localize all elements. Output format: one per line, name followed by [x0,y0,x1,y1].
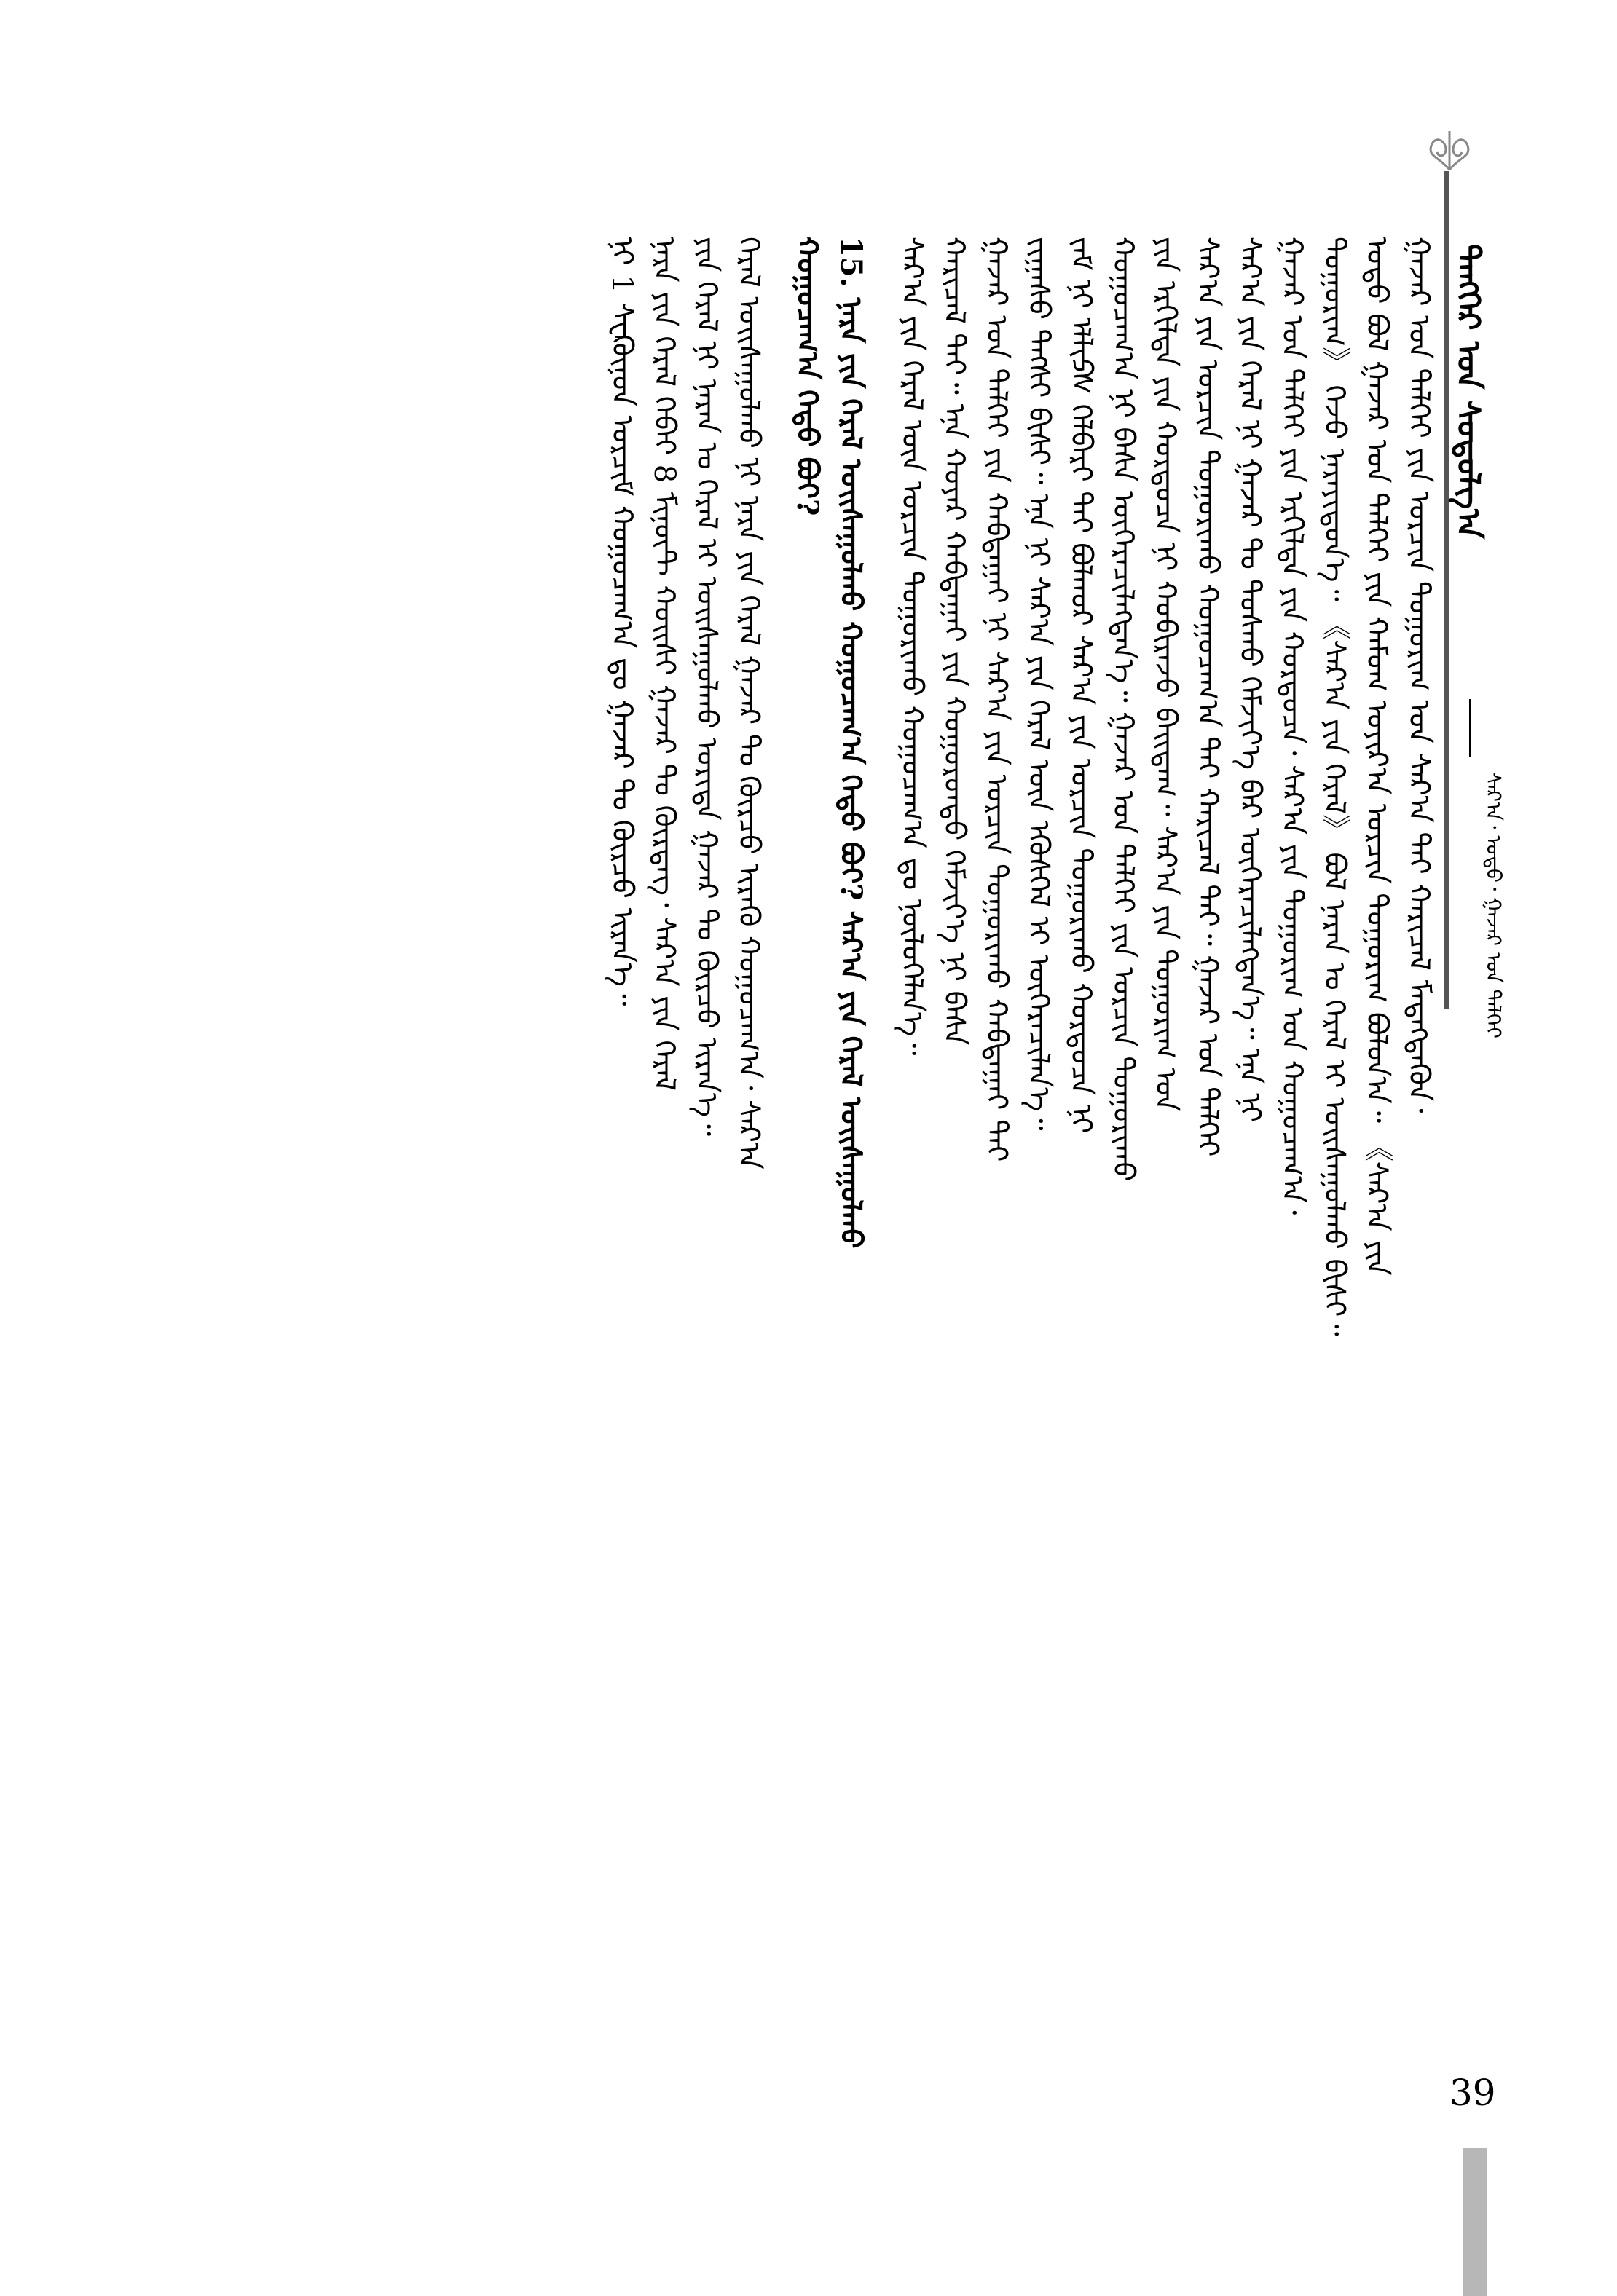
header-dash [1469,699,1471,757]
text-line: ᠵᠢᠭᠠᠰᠤ ᠲᠡᠭᠰᠢ ᠪᠢᠰᠢ᠃ ᠡᠨᠡ ᠨᠢ ᠰᠠᠷ᠎ᠠ ᠶᠢᠨ ᠭᠡᠷᠡᠯ ᠦᠨ ᠡᠭᠦᠰᠬᠡᠯ ᠢ ᠥᠭᠡᠷᠡᠴᠢᠯᠡᠨ᠎ᠡ᠃ [1022,237,1055,1131]
question-heading-cont: ᠬᠤᠭᠤᠴᠠᠭ᠎ᠠ ᠬᠡᠳᠦ ᠪᠤᠢ? [790,237,825,516]
text-line: ᠰᠠᠷ᠎ᠠ ᠶᠢᠨ ᠭᠡᠷᠡᠯ ᠦᠨ ᠣᠷᠴᠢᠨ ᠳᠣᠭᠣᠷᠢᠬᠤ ᠬᠤᠭᠤᠴᠠᠭ᠎ᠠ ᠳᠤ ᠨᠥᠯᠦᠭᠡᠯᠡᠨ᠎ᠡ᠃ [895,237,929,1056]
running-header-title: ᠲᠡᠩᠭᠡᠷ ᠤᠨ ᠰᠤᠳᠤᠯᠭ᠎ᠠ [1449,244,1487,539]
text-line: ᠭᠠᠵᠠᠷ ᠤᠨ ᠳᠡᠯᠬᠡᠢ ᠶᠢᠨ ᠬᠠᠪᠲᠠᠭᠠᠢ ᠨᠢ ᠰᠠᠷ᠎ᠠ ᠶᠢᠨ ᠣᠷᠴᠢᠨ ᠳᠣᠭᠣᠷᠢᠬᠤ ᠬᠠᠪᠲᠠᠭᠠᠢ ᠲᠠᠢ [980,237,1013,1162]
question-heading [830,237,873,2101]
text-line: ᠵᠠᠮ ᠨᠢ ᠡᠯᠯᠢᠫᠰ ᠬᠡᠯᠪᠡᠷᠢ ᠲᠠᠢ ᠪᠣᠯᠬᠣᠷ ᠰᠠᠷ᠎ᠠ ᠶᠢᠨ ᠣᠷᠴᠢᠨ ᠳᠣᠭᠣᠷᠢᠬᠤ ᠬᠤᠷᠳᠤᠴᠠ ᠨᠢ [1064,237,1098,1134]
text-line: ᠨᠠᠷᠠ ᠶᠢᠨ ᠭᠡᠷᠡᠯ ᠬᠡᠪᠡᠢ 8 ᠮᠢᠨᠦ᠋ᠲ ᠬᠣᠢᠰᠢ ᠭᠠᠵᠠᠷ ᠲᠤ ᠬᠦᠷᠳᠡᠭ᠂ ᠰᠠᠷ᠎ᠠ ᠶᠢᠨ ᠭᠡᠷᠡᠯ [648,237,681,1092]
page-number: 39 [1449,2072,1496,2114]
ornament-icon [1424,127,1475,171]
text-line: ᠰᠠᠷ᠎ᠠ ᠶᠢᠨ ᠭᠡᠷᠡᠯ ᠨᠢ ᠭᠠᠵᠠᠷ ᠲᠤ ᠲᠤᠰᠬᠤ ᠬᠡᠮᠵᠢᠶ᠎ᠡ ᠪᠡᠷ ᠥᠭᠡᠷᠡᠴᠢᠯᠡᠭᠳᠡᠨ᠎ᠡ᠃ ᠡᠨᠡ ᠨᠢ [1233,237,1267,1122]
thumb-tab [1463,2148,1487,2296]
text-line: ᠣᠳᠤ ᠪᠣᠯ ᠭᠠᠵᠠᠷ ᠤᠨ ᠳᠡᠯᠬᠡᠢ ᠶᠢᠨ ᠬᠠᠮᠤᠭ ᠣᠶᠢᠷ᠎ᠠ ᠣᠷᠴᠢᠨ ᠳᠣᠭᠣᠷᠢᠭ ᠪᠣᠯᠤᠨ᠎ᠠ᠃ 《ᠰᠠᠷ᠎ᠠ ᠶᠢᠨ [1360,237,1393,1276]
text-line: ᠶᠢᠨ ᠭᠡᠷᠡᠯ ᠨᠢ ᠨᠠᠷᠠᠨ ᠤ ᠭᠡᠷᠡᠯ ᠢ ᠣᠢᠰᠠᠭᠤᠯᠬᠤ ᠤᠷᠢᠳᠠ ᠭᠠᠵᠠᠷ ᠲᠤ ᠬᠦᠷᠴᠦ ᠢᠷᠡᠨ᠎ᠡ᠃ [690,237,723,1137]
text-line: ᠭᠠᠵᠠᠷ ᠤᠨ ᠳᠡᠯᠬᠡᠢ ᠶᠢᠨ ᠣᠷᠴᠢᠨ ᠳᠣᠭᠣᠷᠢᠭ ᠤᠨ ᠰᠠᠷ᠎ᠠ ᠲᠠᠢ ᠬᠠᠷᠢᠴᠠᠯ ᠮᠡᠳᠡᠭᠳᠡᠬᠦᠨ᠂ [1402,237,1436,1113]
text-line: ᠰᠠᠷ᠎ᠠ ᠶᠢᠨ ᠣᠷᠴᠢᠨ ᠳᠣᠭᠣᠷᠢᠬᠤ ᠬᠤᠭᠤᠴᠠᠭ᠎ᠠ ᠲᠠᠢ ᠬᠠᠷᠢᠴᠠᠯ ᠲᠠᠢ᠃ ᠭᠠᠵᠠᠷ ᠤᠨ ᠳᠡᠯᠬᠡᠢ [1191,237,1224,1157]
text-line: ᠭᠠᠵᠠᠷ ᠤᠨ ᠳᠡᠯᠬᠡᠢ ᠶᠢᠨ ᠡᠷᠭᠢᠯᠲᠡ ᠶᠢᠨ ᠬᠤᠷᠳᠤᠴᠠ᠂ ᠰᠠᠷ᠎ᠠ ᠶᠢᠨ ᠲᠣᠭᠣᠷᠢᠭ ᠤᠨ ᠬᠤᠭᠤᠴᠠᠭ᠎ᠠ᠂ [1275,237,1309,1215]
text-line: ᠭᠡᠷᠡᠯ ᠣᠢᠰᠠᠭᠤᠯᠬᠤ ᠨᠢ ᠨᠠᠷᠠ ᠶᠢᠨ ᠭᠡᠷᠡᠯ ᠭᠠᠵᠠᠷ ᠲᠤ ᠬᠦᠷᠴᠦ ᠢᠷᠡᠬᠦ ᠬᠤᠭᠤᠴᠠᠭ᠎ᠠ᠂ ᠰᠠᠷ᠎ᠠ [732,237,766,1170]
text-line: ᠶᠢᠨ ᠡᠷᠭᠢᠯᠲᠡ ᠶᠢᠨ ᠬᠤᠷᠳᠤᠴᠠ ᠨᠢ ᠬᠤᠪᠢᠷᠠᠵᠤ ᠪᠠᠢᠳᠠᠭ᠃ ᠰᠠᠷ᠎ᠠ ᠶᠢᠨ ᠲᠣᠭᠣᠷᠢᠭ ᠤᠨ [1149,237,1182,1112]
running-header-subtitle: ᠰᠠᠷ᠎ᠠ᠂ ᠣᠳᠤ᠂ ᠭᠠᠵᠠᠷ ᠤᠨ ᠳᠡᠯᠬᠡᠢ [1482,772,1506,1038]
text-line: ᠨᠢ 1 ᠰᠸᠺᠦ᠋ᠨ᠋ᠳ ᠣᠷᠴᠢᠮ ᠬᠤᠭᠤᠴᠠᠭ᠎ᠠ ᠳᠤ ᠭᠠᠵᠠᠷ ᠲᠤ ᠬᠦᠷᠴᠦ ᠢᠷᠡᠨ᠎ᠡ᠃ [605,237,639,1006]
text-line: ᠬᠤᠭᠤᠴᠠᠭ᠎ᠠ ᠨᠢ ᠪᠠᠰᠠ ᠥᠭᠡᠷᠡᠴᠢᠯᠡᠭᠳᠡᠨ᠎ᠡ᠃ ᠭᠠᠵᠠᠷ ᠤᠨ ᠳᠡᠯᠬᠡᠢ ᠶᠢᠨ ᠣᠷᠴᠢᠨ ᠳᠣᠭᠣᠷᠢᠬᠤ [1106,237,1140,1182]
text-line: ᠬᠠᠷᠢᠴᠠᠯ ᠲᠠᠢ᠃ ᠡᠨᠡ ᠬᠣᠶᠠᠷ ᠬᠠᠪᠲᠠᠭᠠᠢ ᠶᠢᠨ ᠬᠣᠭᠣᠷᠤᠨᠳᠤ ᠬᠡᠮᠵᠢᠶ᠎ᠡ ᠨᠢ ᠪᠠᠰᠠ [937,237,971,1046]
question-number: 15. [834,237,868,288]
question-heading-text: ᠨᠠᠷᠠ ᠶᠢᠨ ᠭᠡᠷᠡᠯ ᠣᠢᠰᠠᠭᠤᠯᠬᠤ ᠬᠤᠭᠤᠴᠠᠭ᠎ᠠ ᠬᠡᠳᠦ ᠪᠤᠢ? ᠰᠠᠷ᠎ᠠ ᠶᠢᠨ ᠭᠡᠷᠡᠯ ᠣᠢᠰᠠᠭᠤᠯᠬᠤ [834,297,868,1249]
text-line: ᠲᠣᠭᠣᠷᠢᠭ》 ᠭᠡᠵᠦ ᠨᠡᠷᠡᠶᠢᠳᠦᠨ᠎ᠡ᠃ 《ᠰᠠᠷ᠎ᠠ ᠶᠢᠨ ᠭᠡᠷᠡᠯ》 ᠪᠣᠯ ᠨᠠᠷᠠᠨ ᠤ ᠭᠡᠷᠡᠯ ᠢ ᠣᠢᠰᠠᠭᠤᠯᠬᠤ ᠪᠢᠰᠢ᠃ [1318,237,1351,1336]
